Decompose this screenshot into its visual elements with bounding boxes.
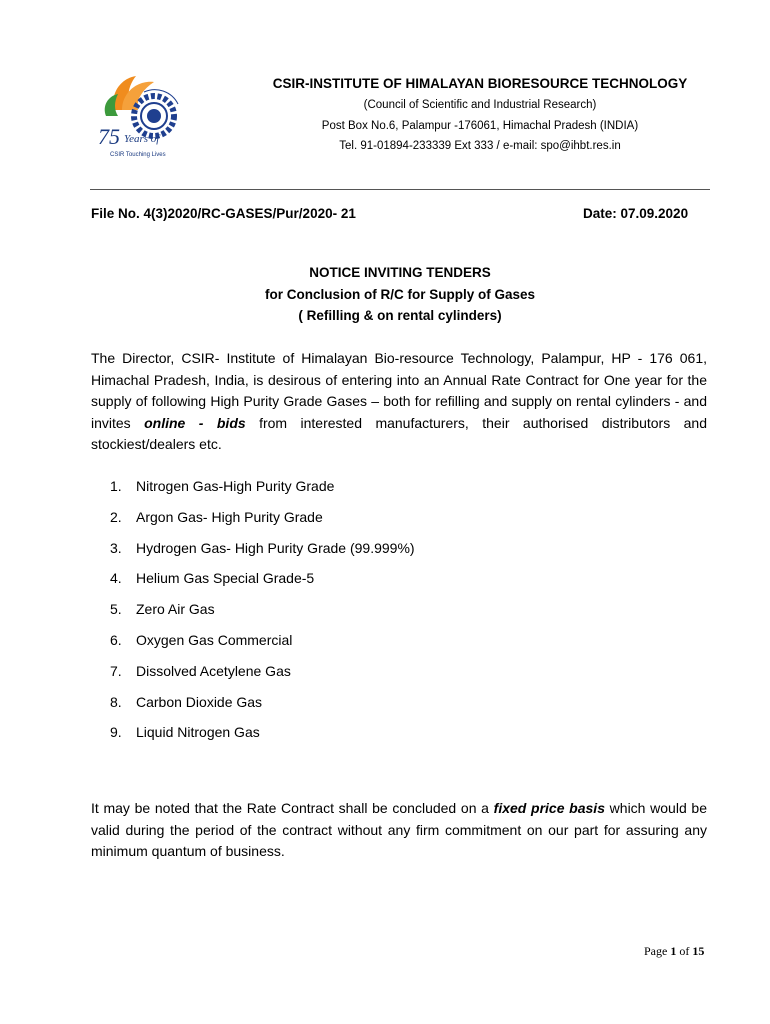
closing-paragraph — [91, 798, 707, 863]
of-word: of — [679, 944, 690, 958]
list-item — [110, 507, 415, 538]
closing-text-part2: which would be valid during the period of the contract without any firm commitment on our part for assuring any minimum quantum of business. — [91, 800, 707, 859]
address-line: Post Box No.6, Palampur -176061, Himachal Pradesh (INDIA) — [321, 120, 639, 132]
page-total: 15 — [692, 944, 705, 958]
intro-text-part1: The Director, CSIR- Institute of Himalayan Bio-resource Technology, Palampur, HP - 176 061, Himachal Pradesh, India, is desirous of entering into an Annual Rate Contract for One year for the supply of following High Purity Grade Gases – both for refilling and supply on rental cylinders - and invites — [91, 350, 707, 431]
list-item-number: 2. — [110, 508, 122, 525]
list-item-number: 4. — [110, 570, 122, 587]
list-item-number: 1. — [110, 478, 122, 494]
list-item-number: 8. — [110, 693, 122, 710]
intro-emphasis: online - bids — [144, 414, 246, 431]
notice-subtitle-2: ( Refilling & on rental cylinders) — [298, 308, 502, 323]
header-divider — [90, 189, 710, 190]
list-item-number: 9. — [110, 724, 122, 741]
list-item-label: Liquid Nitrogen Gas — [136, 724, 260, 741]
logo-years-text: Years of — [124, 133, 160, 145]
page-word: Page — [644, 944, 668, 958]
list-item-label: Hydrogen Gas- High Purity Grade (99.999%) — [136, 539, 415, 556]
list-item-number: 5. — [110, 601, 122, 618]
closing-text-part1: It may be noted that the Rate Contract shall be concluded on a — [91, 800, 494, 816]
list-item-label: Nitrogen Gas-High Purity Grade — [136, 478, 335, 494]
list-item-number: 3. — [110, 539, 122, 556]
logo-tagline: CSIR Touching Lives — [110, 152, 166, 158]
institute-title: CSIR-INSTITUTE OF HIMALAYAN BIORESOURCE TECHNOLOGY — [272, 76, 688, 91]
notice-subtitle-1: for Conclusion of R/C for Supply of Gases — [264, 287, 535, 302]
file-number: File No. 4(3)2020/RC-GASES/Pur/2020- 21 — [91, 206, 356, 221]
list-item-number: 7. — [110, 662, 122, 679]
list-item — [110, 661, 415, 692]
intro-paragraph — [91, 348, 707, 456]
intro-text-part2: from interested manufacturers, their authorised distributors and stockiest/dealers etc. — [91, 414, 707, 452]
csir-logo-icon — [92, 70, 192, 162]
list-item — [110, 538, 415, 569]
list-item-label: Dissolved Acetylene Gas — [136, 662, 291, 679]
list-item-label: Helium Gas Special Grade-5 — [136, 570, 315, 587]
contact-line: Tel. 91-01894-233339 Ext 333 / e-mail: spo@ihbt.res.in — [339, 140, 621, 152]
list-item-label: Argon Gas- High Purity Grade — [136, 508, 323, 525]
notice-title: NOTICE INVITING TENDERS — [309, 265, 491, 280]
list-item — [110, 722, 415, 753]
list-item — [110, 692, 415, 723]
page-number — [644, 944, 704, 959]
list-item — [110, 476, 415, 507]
gas-list — [110, 476, 415, 753]
csir-75-years-logo — [92, 70, 192, 162]
list-item-label: Oxygen Gas Commercial — [136, 631, 293, 648]
document-date: Date: 07.09.2020 — [583, 206, 689, 221]
closing-emphasis: fixed price basis — [493, 800, 605, 816]
list-item-label: Carbon Dioxide Gas — [136, 693, 263, 710]
list-item — [110, 630, 415, 661]
list-item-number: 6. — [110, 631, 122, 648]
list-item — [110, 599, 415, 630]
council-line: (Council of Scientific and Industrial Research) — [363, 99, 597, 111]
list-item — [110, 568, 415, 599]
list-item-label: Zero Air Gas — [136, 601, 215, 618]
page-current: 1 — [670, 944, 677, 958]
logo-75-text: 75 — [98, 124, 120, 149]
